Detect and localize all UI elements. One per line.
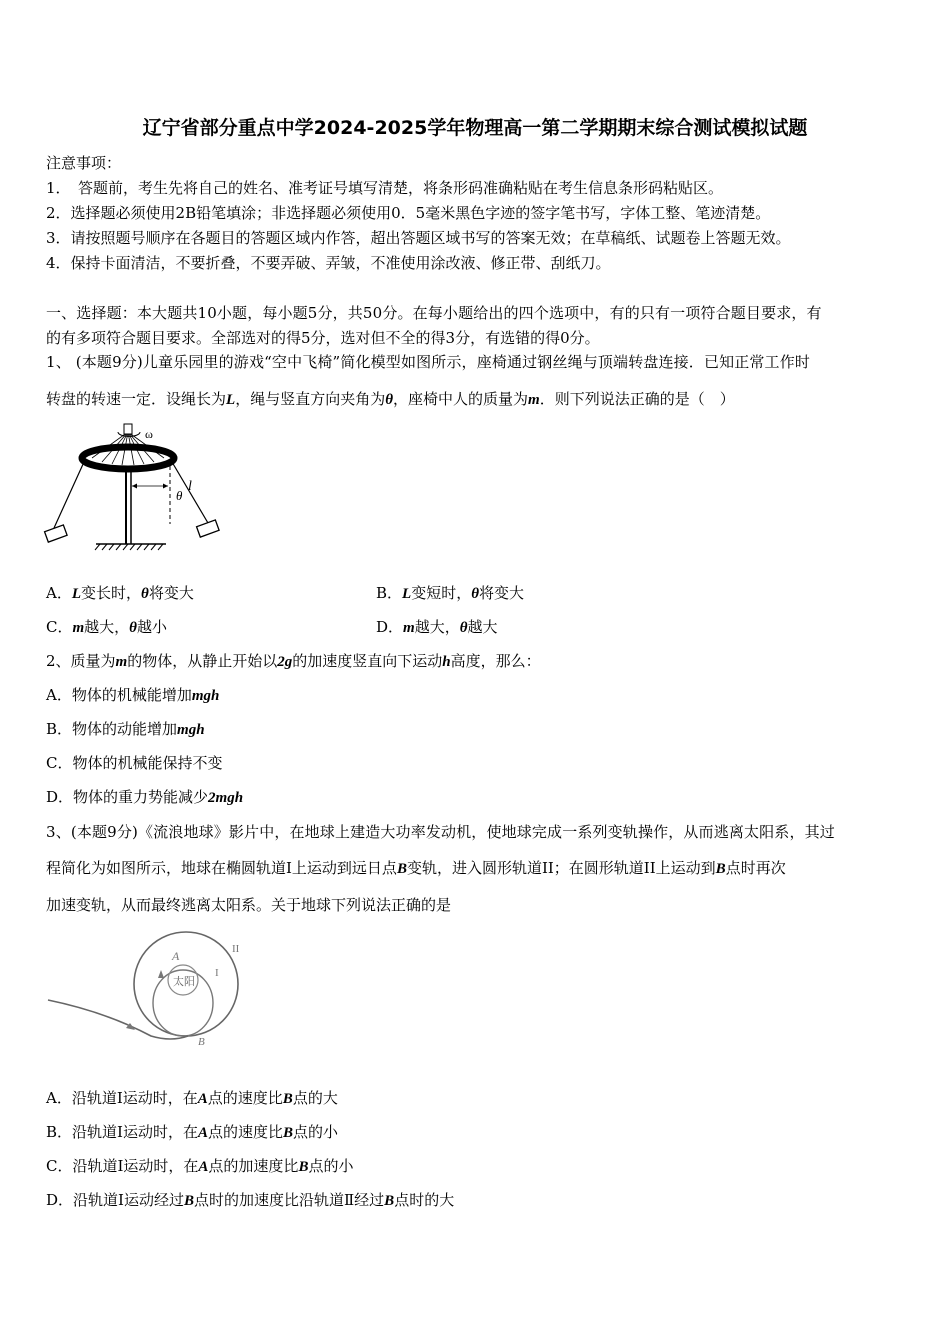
- q3-point-a-label: A: [172, 949, 180, 963]
- q2-option-b[interactable]: B．物体的动能增加mgh: [46, 720, 205, 738]
- section-heading-line2: 的有多项符合题目要求。全部选对的得5分，选对但不全的得3分，有选错的得0分。: [46, 329, 600, 347]
- q3-stem-line2: 程简化为如图所示，地球在椭圆轨道Ⅰ上运动到远日点B变轨，进入圆形轨道II；在圆形轨道II上运动到B点时再次: [46, 859, 786, 877]
- q3-orbit-i-label: I: [215, 967, 219, 979]
- q2-option-a[interactable]: A．物体的机械能增加mgh: [46, 686, 220, 704]
- q3-orbit-ii-label: II: [232, 943, 240, 955]
- q3-orbit-figure: [46, 922, 256, 1062]
- notice-item-2: 2．选择题必须使用2B铅笔填涂；非选择题必须使用0．5毫米黑色字迹的签字笔书写，字体工整、笔迹清楚。: [46, 204, 771, 222]
- q1-theta-label: θ: [176, 488, 183, 503]
- q1-option-d[interactable]: D．m越大，θ越大: [376, 618, 498, 636]
- q1-option-a[interactable]: A．L变长时，θ将变大: [46, 584, 194, 602]
- notice-item-1: 1． 答题前，考生先将自己的姓名、准考证号填写清楚，将条形码准确粘贴在考生信息条形码粘贴区。: [46, 179, 724, 197]
- q3-option-c[interactable]: C．沿轨道Ⅰ运动时，在A点的加速度比B点的小: [46, 1157, 354, 1175]
- page-title: 辽宁省部分重点中学2024-2025学年物理高一第二学期期末综合测试模拟试题: [142, 117, 808, 139]
- q2-option-d[interactable]: D．物体的重力势能减少2mgh: [46, 788, 244, 806]
- q3-stem-line3: 加速变轨，从而最终逃离太阳系。关于地球下列说法正确的是: [46, 896, 452, 914]
- notice-item-3: 3．请按照题号顺序在各题目的答题区域内作答，超出答题区域书写的答案无效；在草稿纸、试题卷上答题无效。: [46, 229, 791, 247]
- q2-stem: 2、质量为m的物体，从静止开始以2g的加速度竖直向下运动h高度，那么：: [46, 652, 541, 670]
- q2-option-c[interactable]: C．物体的机械能保持不变: [46, 754, 223, 772]
- q3-sun-label: 太阳: [173, 975, 195, 988]
- notice-item-4: 4．保持卡面清洁，不要折叠，不要弄破、弄皱，不准使用涂改液、修正带、刮纸刀。: [46, 254, 611, 272]
- q1-option-c[interactable]: C．m越大，θ越小: [46, 618, 167, 636]
- q1-option-b[interactable]: B．L变短时，θ将变大: [376, 584, 525, 602]
- q3-option-a[interactable]: A．沿轨道Ⅰ运动时，在A点的速度比B点的大: [46, 1089, 338, 1107]
- q1-omega-label: ω: [145, 427, 153, 441]
- q3-stem-line1: 3、(本题9分)《流浪地球》影片中，在地球上建造大功率发动机，使地球完成一系列变轨操作，从而逃离太阳系，其过: [46, 823, 835, 841]
- q1-swing-figure: [40, 420, 230, 552]
- section-heading-line1: 一、选择题：本大题共10小题，每小题5分，共50分。在每小题给出的四个选项中，有的只有一项符合题目要求，有: [46, 304, 822, 322]
- q3-point-b-label: B: [198, 1036, 205, 1048]
- notice-heading: 注意事项：: [46, 154, 122, 172]
- q3-option-b[interactable]: B．沿轨道Ⅰ运动时，在A点的速度比B点的小: [46, 1123, 339, 1141]
- q1-l-label: l: [188, 479, 192, 494]
- q3-option-d[interactable]: D．沿轨道Ⅰ运动经过B点时的加速度比沿轨道Ⅱ经过B点时的大: [46, 1191, 455, 1209]
- q1-stem-line1: 1、 (本题9分)儿童乐园里的游戏“空中飞椅”简化模型如图所示，座椅通过钢丝绳与顶端转盘连接．已知正常工作时: [46, 353, 811, 371]
- q1-stem-line2: 转盘的转速一定．设绳长为L，绳与竖直方向夹角为θ，座椅中人的质量为m．则下列说法正确的是（ ）: [46, 390, 735, 408]
